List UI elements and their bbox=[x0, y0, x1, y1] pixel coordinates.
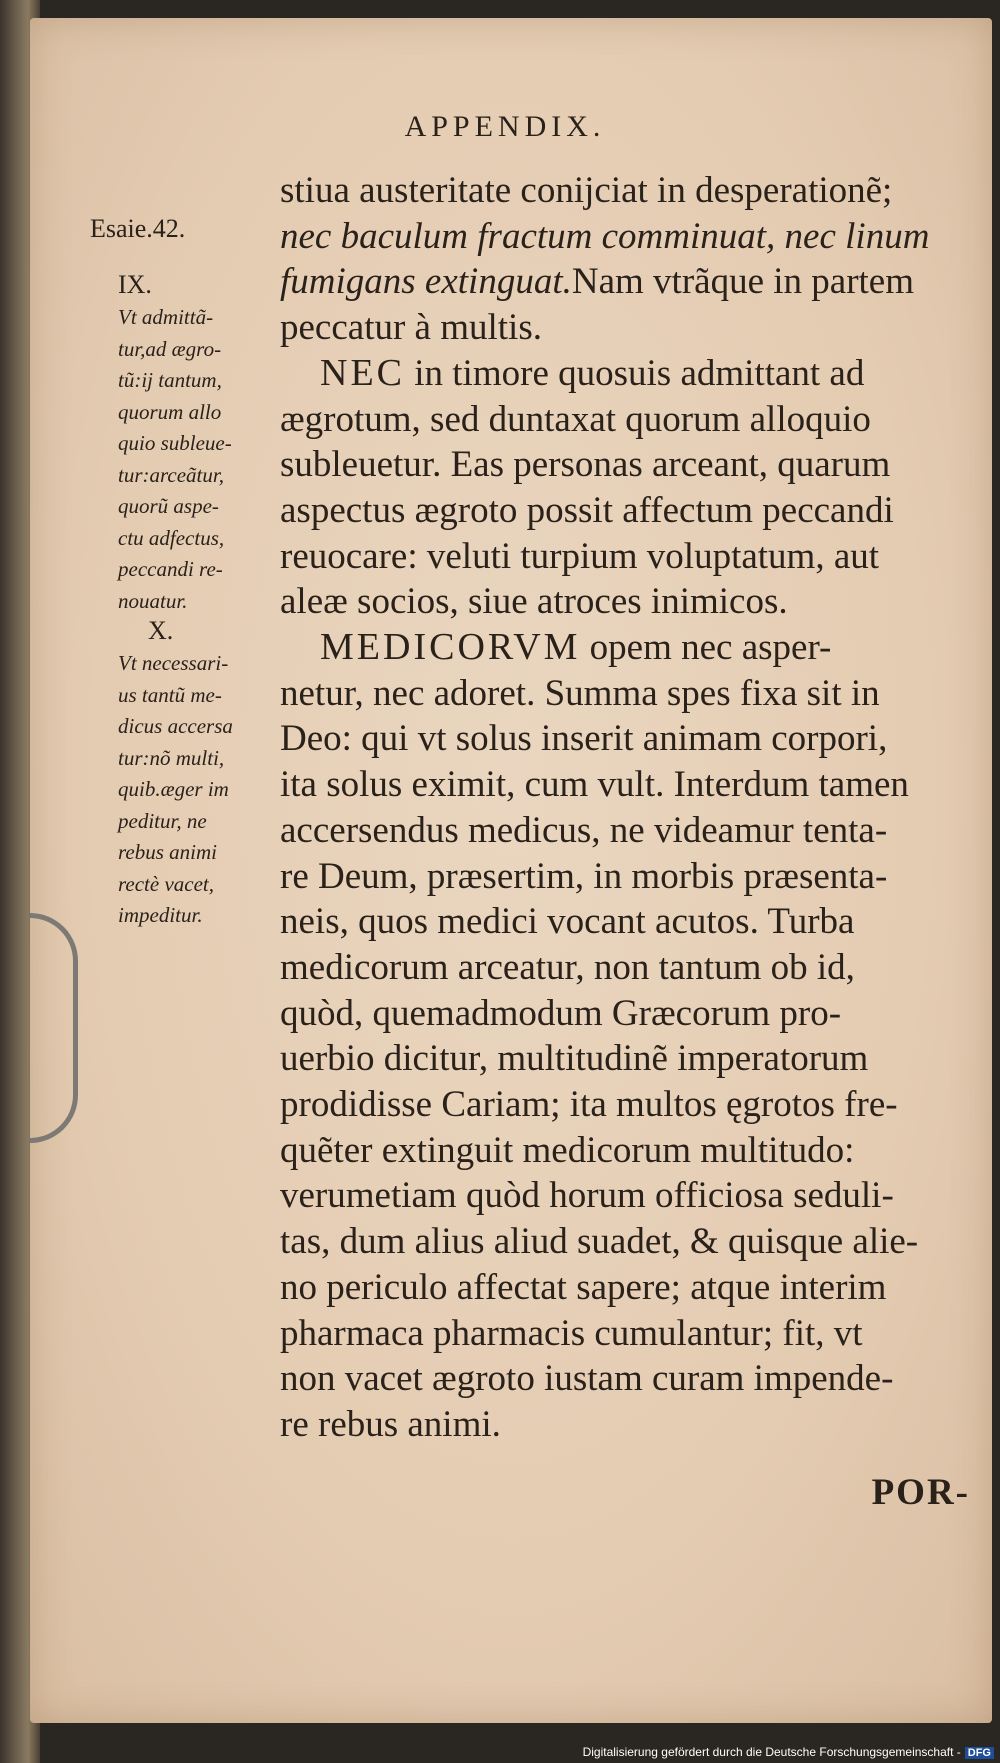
paragraph-start-line bbox=[280, 625, 970, 671]
text-line: accersendus medicus, ne videamur tenta- bbox=[280, 809, 888, 851]
text-line: subleuetur. Eas personas arceant, quarum bbox=[280, 444, 891, 486]
text-line: verumetiam quòd horum officiosa seduli- bbox=[280, 1175, 894, 1217]
margin-note-line: peccandi re- bbox=[118, 557, 223, 581]
catchword: POR- bbox=[871, 1471, 970, 1513]
text-line: non vacet ægroto iustam curam impende- bbox=[280, 1358, 894, 1400]
text-line: nec baculum fractum comminuat, nec linum bbox=[280, 215, 930, 257]
roman-run: Nam vtrãque in partem bbox=[571, 261, 914, 303]
text-line bbox=[280, 259, 970, 305]
margin-note-ix bbox=[118, 302, 278, 617]
text-line: reuocare: veluti turpium voluptatum, aut bbox=[280, 535, 880, 577]
margin-numeral-ix: IX. bbox=[118, 270, 152, 299]
margin-reference: Esaie.42. bbox=[90, 214, 186, 243]
digitization-credit bbox=[583, 1745, 994, 1759]
paragraph-incipit: MEDICORVM bbox=[320, 626, 581, 669]
margin-note-line: tur,ad ægro- bbox=[118, 336, 222, 361]
text-line: tas, dum alius aliud suadet, & quisque alie- bbox=[280, 1221, 919, 1263]
margin-note-line: peditur, ne bbox=[118, 808, 207, 833]
margin-note-line: impeditur. bbox=[118, 903, 203, 927]
main-text-block bbox=[280, 168, 970, 1515]
margin-note-line: quib.æger im bbox=[118, 777, 229, 801]
margin-note-line: quorum allo bbox=[118, 399, 222, 424]
text-line: peccatur à multis. bbox=[280, 307, 542, 349]
margin-note-line: tũ:ij tantum, bbox=[118, 368, 222, 392]
margin-note-line: quorũ aspe- bbox=[118, 494, 219, 518]
margin-numeral-x: X. bbox=[148, 616, 174, 645]
roman-run: opem nec asper- bbox=[580, 627, 832, 669]
text-line: re rebus animi. bbox=[280, 1403, 501, 1445]
running-header: APPENDIX. bbox=[404, 110, 606, 143]
dfg-logo: DFG bbox=[965, 1747, 994, 1759]
text-line: uerbio dicitur, multitudinẽ imperatorum bbox=[280, 1038, 869, 1080]
book-page bbox=[30, 18, 992, 1723]
text-line: aspectus ægroto possit affectum peccandi bbox=[280, 489, 894, 531]
margin-note-line: Vt admittã- bbox=[118, 305, 214, 329]
page-clip bbox=[30, 913, 78, 1143]
text-line: ægrotum, sed duntaxat quorum alloquio bbox=[280, 398, 871, 440]
margin-note-line: rebus animi bbox=[118, 840, 217, 864]
margin-note-line: dicus accersa bbox=[118, 714, 233, 738]
text-line: pharmaca pharmacis cumulantur; fit, vt bbox=[280, 1312, 863, 1354]
margin-note-line: tur:arceãtur, bbox=[118, 462, 224, 487]
paragraph-start-line bbox=[280, 351, 970, 397]
margin-note-line: us tantũ me- bbox=[118, 682, 222, 707]
italic-run: fumigans extinguat. bbox=[280, 261, 572, 303]
text-line: medicorum arceatur, non tantum ob id, bbox=[280, 946, 855, 988]
text-line: aleæ socios, siue atroces inimicos. bbox=[280, 581, 788, 623]
margin-note-line: rectè vacet, bbox=[118, 871, 214, 896]
text-line: quòd, quemadmodum Græcorum pro- bbox=[280, 992, 842, 1034]
paragraph-incipit: NEC bbox=[320, 351, 405, 394]
margin-note-line: tur:nõ multi, bbox=[118, 745, 225, 770]
roman-run: in timore quosuis admittant ad bbox=[405, 352, 865, 394]
margin-note-line: ctu adfectus, bbox=[118, 525, 225, 550]
text-line: re Deum, præsertim, in morbis præsenta- bbox=[280, 855, 888, 897]
margin-note-line: nouatur. bbox=[118, 588, 188, 613]
text-line: ita solus eximit, cum vult. Interdum tamen bbox=[280, 764, 909, 806]
margin-note-line: quio subleue- bbox=[118, 431, 232, 455]
text-line: prodidisse Cariam; ita multos ęgrotos fre- bbox=[280, 1084, 898, 1126]
margin-note-x bbox=[118, 648, 278, 932]
text-line: quẽter extinguit medicorum multitudo: bbox=[280, 1129, 855, 1171]
text-line: stiua austeritate conijciat in desperationẽ; bbox=[280, 170, 893, 211]
text-line: no periculo affectat sapere; atque interim bbox=[280, 1266, 887, 1308]
text-line: netur, nec adoret. Summa spes fixa sit in bbox=[280, 672, 880, 714]
text-line: Deo: qui vt solus inserit animam corpori, bbox=[280, 718, 888, 760]
credit-text: Digitalisierung gefördert durch die Deutsche Forschungsgemeinschaft - bbox=[582, 1745, 961, 1759]
margin-note-line: Vt necessari- bbox=[118, 651, 229, 675]
text-line: neis, quos medici vocant acutos. Turba bbox=[280, 901, 855, 943]
